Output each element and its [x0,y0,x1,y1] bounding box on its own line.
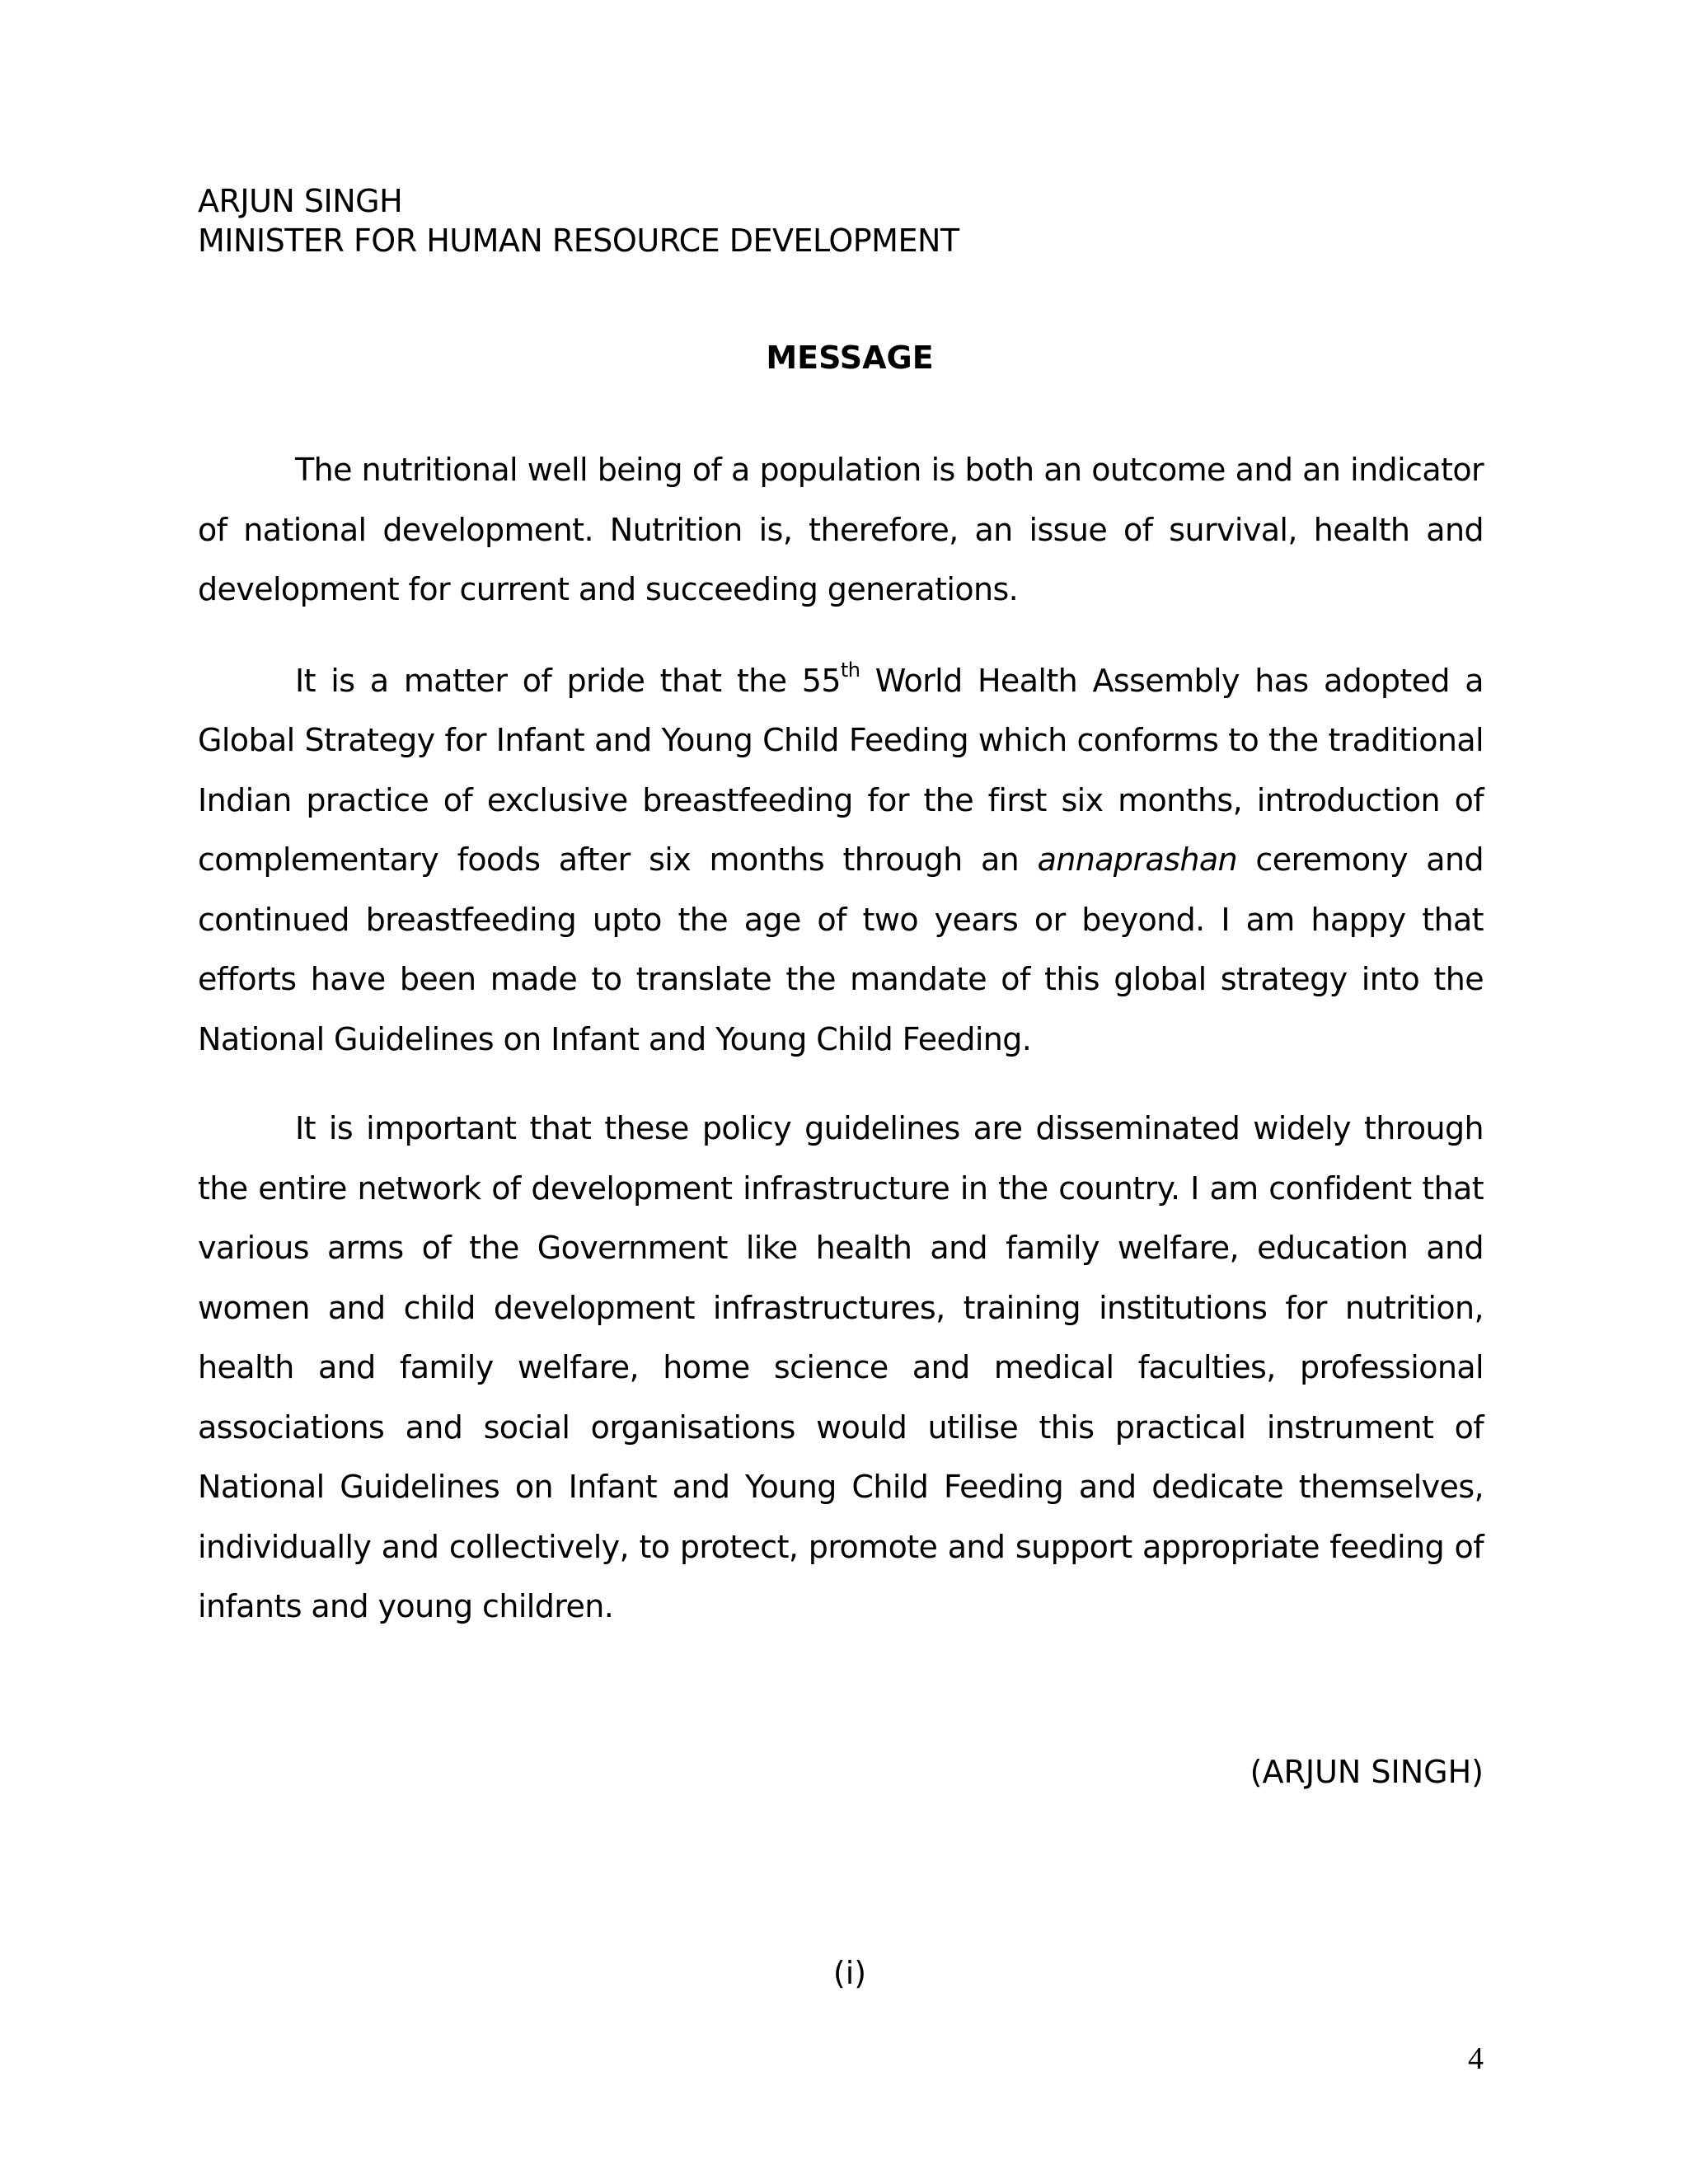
paragraph-1: The nutritional well being of a population is both an outcome and an indicator of national development. Nutrition is, therefore, an issue of survival, health and development for current and succeeding generations. [198,452,1484,607]
paragraph-3: It is important that these policy guidelines are disseminated widely through the entire network of development infrastructure in the country. I am confident that various arms of the Government like health and family welfare, education and women and child development infrastructures, training institutions for nutrition, health and family welfare, home science and medical faculties, professional associations and social organisations would utilise this practical instrument of National Guidelines on Infant and Young Child Feeding and dedicate themselves, individually and collectively, to protect, promote and support appropriate feeding of infants and young children. [198,1110,1484,1624]
paragraph-2-part-2: World Health Assembly has adopted a Global Strategy for Infant and Young Child Feeding which conforms to the traditional Indian practice of exclusive breastfeeding for the first six months, introduction of complementary foods after six months through an [198,662,1484,878]
signature: (ARJUN SINGH) [1250,1754,1484,1790]
roman-page-number: (i) [832,1955,867,1991]
page-number: 4 [1468,2041,1484,2076]
sender-block [198,181,959,260]
italic-term: annaprashan [1037,841,1238,878]
sender-name: ARJUN SINGH [198,183,403,219]
message-title: MESSAGE [766,340,934,376]
paragraph-2-part-1: It is a matter of pride that the 55 [295,662,841,699]
paragraph-2 [198,651,1484,1070]
paragraph-2-part-3: ceremony and continued breastfeeding upto the age of two years or beyond. I am happy that efforts have been made to translate the mandate of this global strategy into the National Guidelines on Infant and Young Child Feeding. [198,841,1484,1057]
message-body [198,440,1484,1637]
ordinal-superscript: th [840,658,860,682]
sender-designation: MINISTER FOR HUMAN RESOURCE DEVELOPMENT [198,223,959,259]
